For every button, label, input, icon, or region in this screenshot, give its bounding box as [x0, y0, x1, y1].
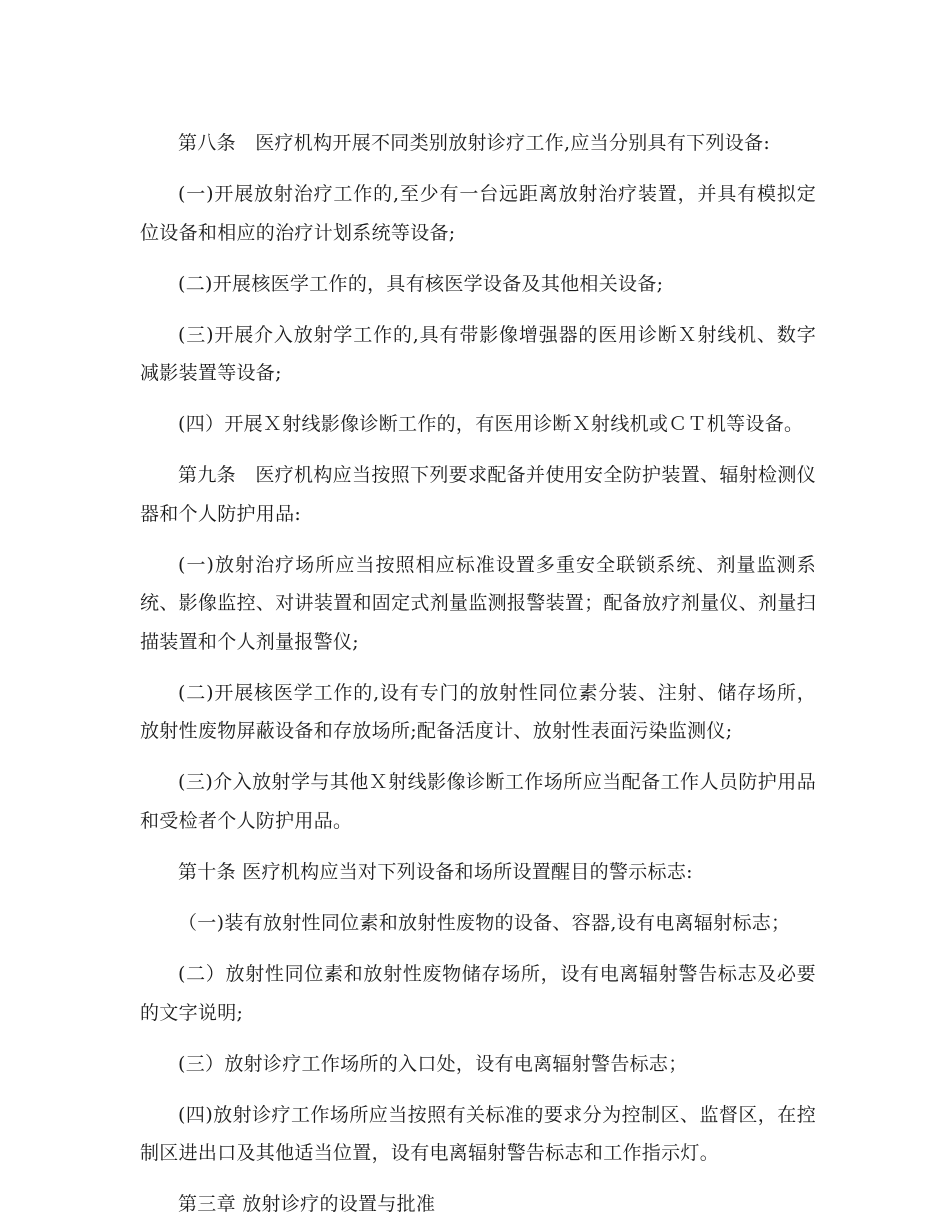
chapter-3-heading: 第三章 放射诊疗的设置与批准: [178, 1193, 436, 1216]
document-body: [140, 124, 816, 1224]
article-9-item-2: (二)开展核医学工作的,设有专门的放射性同位素分装、注射、储存场所，放射性废物屏蔽设备和存放场所;配备活度计、放射性表面污染监测仪;: [140, 681, 816, 743]
article-8-item-3: (三)开展介入放射学工作的,具有带影像增强器的医用诊断Ｘ射线机、数字减影装置等设备;: [140, 323, 816, 385]
article-8-item-2: (二)开展核医学工作的，具有核医学设备及其他相关设备;: [178, 272, 664, 295]
article-10-item-2: (二）放射性同位素和放射性废物储存场所，设有电离辐射警告标志及必要的文字说明;: [140, 962, 816, 1024]
article-8-heading: 第八条 医疗机构开展不同类别放射诊疗工作,应当分别具有下列设备:: [178, 132, 771, 154]
article-8-item-4: (四）开展Ｘ射线影像诊断工作的，有医用诊断Ｘ射线机或ＣＴ机等设备。: [178, 413, 804, 436]
article-10-item-4: (四)放射诊疗工作场所应当按照有关标准的要求分为控制区、监督区，在控制区进出口及其他适当位置，设有电离辐射警告标志和工作指示灯。: [140, 1103, 816, 1165]
article-8-item-1: (一)开展放射治疗工作的,至少有一台远距离放射治疗装置，并具有模拟定位设备和相应的治疗计划系统等设备;: [140, 182, 816, 244]
article-10-item-3: (三）放射诊疗工作场所的入口处，设有电离辐射警告标志；: [178, 1052, 688, 1075]
article-9-item-3: (三)介入放射学与其他Ｘ射线影像诊断工作场所应当配备工作人员防护用品和受检者个人防护用品。: [140, 771, 816, 833]
article-9-item-1: (一)放射治疗场所应当按照相应标准设置多重安全联锁系统、剂量监测系统、影像监控、对讲装置和固定式剂量监测报警装置；配备放疗剂量仪、剂量扫描装置和个人剂量报警仪;: [140, 553, 816, 653]
article-9-heading: 第九条 医疗机构应当按照下列要求配备并使用安全防护装置、辐射检测仪器和个人防护用品:: [140, 464, 816, 525]
article-10-heading: 第十条 医疗机构应当对下列设备和场所设置醒目的警示标志:: [178, 861, 693, 884]
article-10-item-1: （一)装有放射性同位素和放射性废物的设备、容器,设有电离辐射标志；: [178, 912, 791, 934]
